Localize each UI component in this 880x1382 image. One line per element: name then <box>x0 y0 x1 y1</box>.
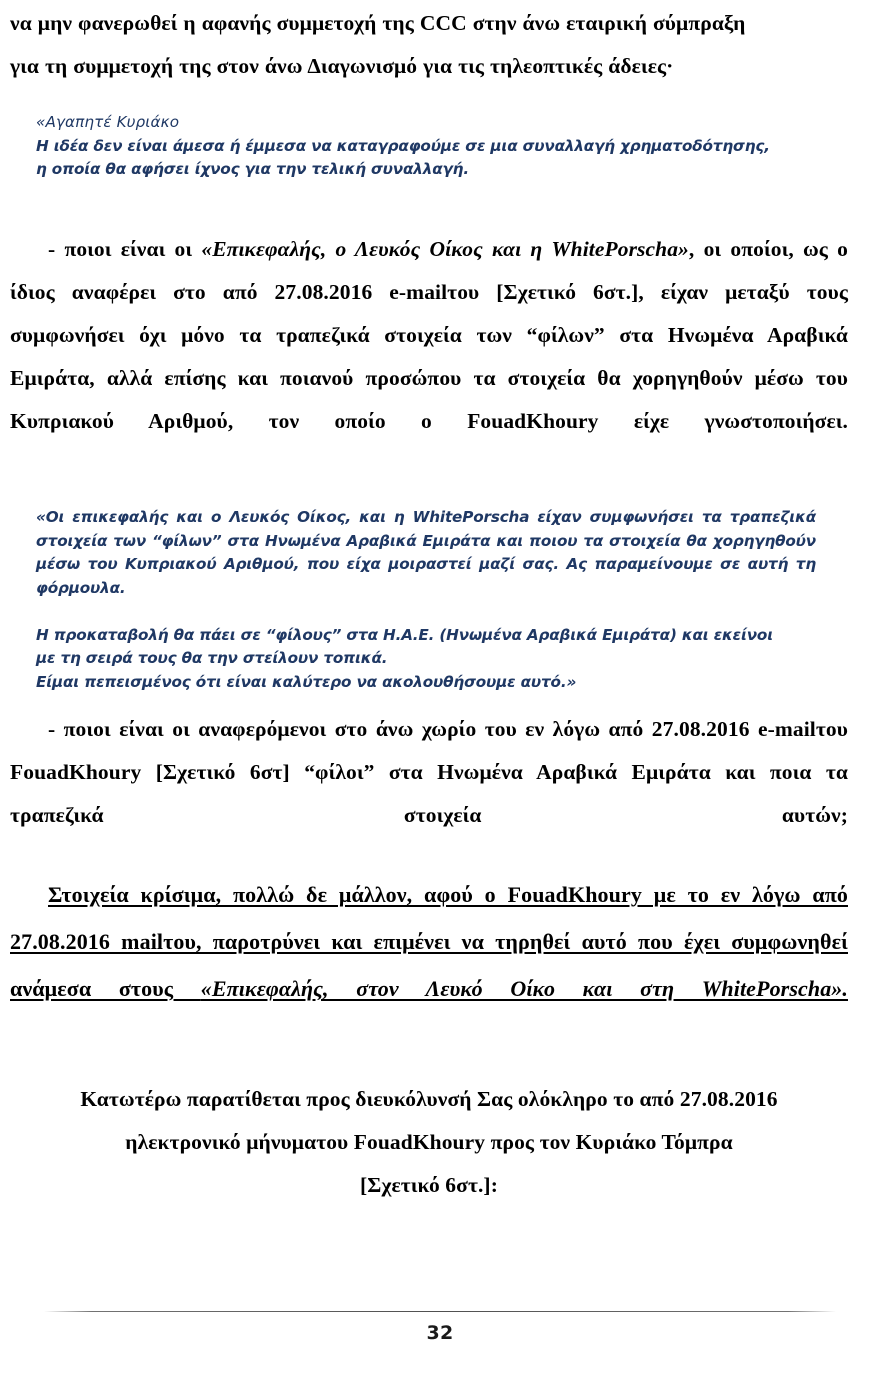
paragraph-questions <box>10 228 848 486</box>
paragraph-closing-line-1: Κατωτέρω παρατίθεται προς διευκόλυνσή Σας ολόκληρο το από 27.08.2016 <box>80 1087 778 1111</box>
quote-one-salutation: «Αγαπητέ Κυριάκο <box>36 113 180 131</box>
paragraph-intro-line-2: για τη συμμετοχή της στον άνω Διαγωνισμό για τις τηλεοπτικές άδειες· <box>10 54 674 78</box>
paragraph-emphasis <box>10 871 848 1059</box>
quote-two-block-2-line-2: με τη σειρά τους θα την στείλουν τοπικά. <box>36 649 388 667</box>
footer-separator-rule <box>44 1311 836 1312</box>
paragraph-who <box>10 708 848 880</box>
paragraph-closing-line-3: [Σχετικό 6στ.]: <box>360 1173 498 1197</box>
paragraph-emphasis-part-2: «Επικεφαλής, στον Λευκό Οίκο και στη WhitePorscha». <box>200 976 848 1001</box>
quote-two-block-2-line-1: Η προκαταβολή θα πάει σε “φίλους” στα Η.Α.Ε. (Ηνωμένα Αραβικά Εμιράτα) και εκείνοι <box>36 625 773 644</box>
quote-block-two <box>36 506 816 694</box>
paragraph-closing-line-2: ηλεκτρονικό μήνυματου FouadKhoury προς τον Κυριάκο Τόμπρα <box>125 1130 733 1154</box>
quote-block-one <box>36 111 816 182</box>
page-number: 32 <box>426 1322 454 1344</box>
quote-one-line-2: η οποία θα αφήσει ίχνος για την τελική συναλλαγή. <box>36 160 469 178</box>
paragraph-intro-line-1: να μην φανερωθεί η αφανής συμμετοχή της CCC στην άνω εταιρική σύμπραξη <box>10 11 746 35</box>
paragraph-questions-lead: - ποιοι είναι οι <box>48 237 202 261</box>
quote-two-block-1: «Οι επικεφαλής και ο Λευκός Οίκος, και η WhitePorscha είχαν συμφωνήσει τα τραπεζικά στοιχεία των “φίλων” στα Ηνωμένα Αραβικά Εμιράτα και ποιου τα στοιχεία θα χορηγηθούν μέσω του Κυπριακού Αριθμού, που είχα μοιραστεί μαζί σας. Ας παραμείνουμε σε αυτή τη φόρμουλα. <box>36 508 816 597</box>
paragraph-questions-italic-names: «Επικεφαλής, ο Λευκός Οίκος και η WhitePorscha» <box>201 237 689 261</box>
quote-one-line-1: Η ιδέα δεν είναι άμεσα ή έμμεσα να καταγραφούμε σε μια συναλλαγή χρηματοδότησης, <box>36 136 770 155</box>
quote-two-block-3: Είμαι πεπεισμένος ότι είναι καλύτερο να ακολουθήσουμε αυτό.» <box>36 672 577 691</box>
paragraph-questions-rest: , οι οποίοι, ως ο ίδιος αναφέρει στο από 27.08.2016 e-mailτου [Σχετικό 6στ.], είχαν μεταξύ τους συμφωνήσει όχι μόνο τα τραπεζικά στοιχεία των “φίλων” στα Ηνωμένα Αραβικά Εμιράτα, αλλά επίσης και ποιανού προσώπου τα στοιχεία θα χορηγηθούν μέσω του Κυπριακού Αριθμού, τον οποίο ο FouadKhoury είχε γνωστοποιήσει. <box>10 237 849 433</box>
paragraph-intro <box>10 2 848 88</box>
paragraph-who-text: - ποιοι είναι οι αναφερόμενοι στο άνω χωρίο του εν λόγω από 27.08.2016 e-mailτου FouadKhoury [Σχετικό 6στ] “φίλοι” στα Ηνωμένα Αραβικά Εμιράτα και ποια τα τραπεζικά στοιχεία αυτών; <box>10 717 848 827</box>
paragraph-closing <box>10 1078 848 1207</box>
paragraph-emphasis-part-1: Στοιχεία κρίσιμα, πολλώ δε μάλλον, αφού ο FouadKhoury με το εν λόγω από 27.08.2016 mailτου, παροτρύνει και επιμένει να τηρηθεί αυτό που έχει συμφωνηθεί ανάμεσα στους <box>10 882 848 1001</box>
